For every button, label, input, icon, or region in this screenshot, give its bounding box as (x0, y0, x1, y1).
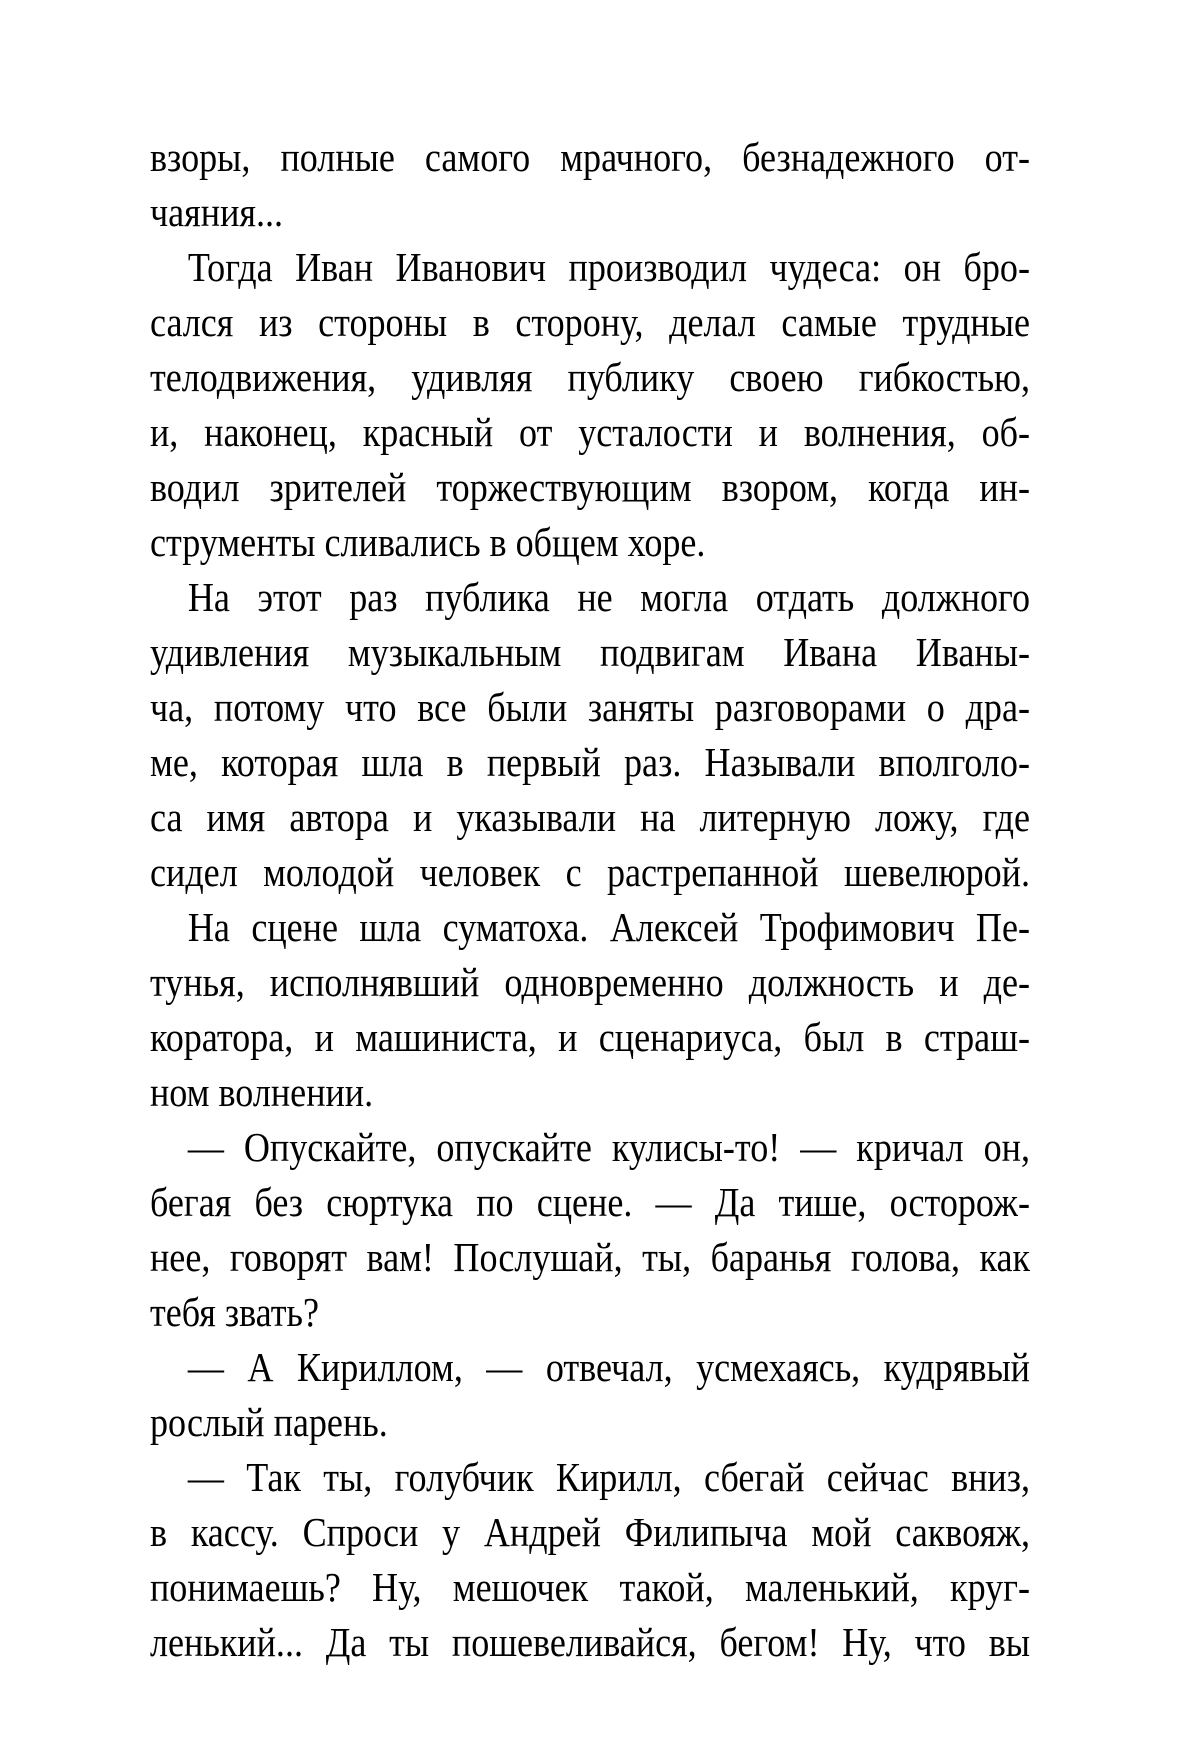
text-line: сидел молодой человек с растрепанной шевелюрой. (150, 849, 1030, 895)
text-line: водил зрителей торжествующим взором, когда ин- (150, 464, 1030, 510)
text-line: ном волнении. (150, 1069, 374, 1115)
text-line: взоры, полные самого мрачного, безнадежного от- (150, 134, 1030, 180)
text-line: нее, говорят вам! Послушай, ты, баранья голова, как (150, 1234, 1030, 1280)
text-line: тунья, исполнявший одновременно должность и де- (150, 959, 1030, 1005)
text-line: тебя звать? (150, 1289, 319, 1335)
text-line: ча, потому что все были заняты разговорами о дра- (150, 684, 1030, 730)
text-line: — Так ты, голубчик Кирилл, сбегай сейчас вниз, (187, 1454, 1031, 1500)
text-line: коратора, и машиниста, и сценариуса, был в страш- (150, 1014, 1030, 1060)
text-line: На этот раз публика не могла отдать должного (187, 574, 1031, 620)
text-line: ме, которая шла в первый раз. Называли вполголо- (150, 739, 1030, 785)
text-line: — Опускайте, опускайте кулисы-то! — кричал он, (187, 1124, 1031, 1170)
text-line: ленький... Да ты пошевеливайся, бегом! Ну, что вы (150, 1619, 1030, 1665)
text-line: — А Кириллом, — отвечал, усмехаясь, кудрявый (187, 1344, 1031, 1390)
text-line: чаяния... (150, 189, 284, 235)
text-line: понимаешь? Ну, мешочек такой, маленький, круг- (150, 1564, 1030, 1610)
text-line: На сцене шла суматоха. Алексей Трофимович Пе- (187, 904, 1031, 950)
text-line: Тогда Иван Иванович производил чудеса: он бро- (187, 244, 1031, 290)
page-text-block (150, 130, 1030, 1670)
text-line: телодвижения, удивляя публику своею гибкостью, (150, 354, 1030, 400)
text-line: сался из стороны в сторону, делал самые трудные (150, 299, 1030, 345)
text-line: бегая без сюртука по сцене. — Да тише, осторож- (150, 1179, 1030, 1225)
text-line: и, наконец, красный от усталости и волнения, об- (150, 409, 1030, 455)
text-line: са имя автора и указывали на литерную ложу, где (150, 794, 1030, 840)
text-line: удивления музыкальным подвигам Ивана Иваны- (150, 629, 1030, 675)
text-line: в кассу. Спроси у Андрей Филипыча мой саквояж, (150, 1509, 1030, 1555)
text-line: рослый парень. (150, 1399, 388, 1445)
text-line: струменты сливались в общем хоре. (150, 519, 706, 565)
